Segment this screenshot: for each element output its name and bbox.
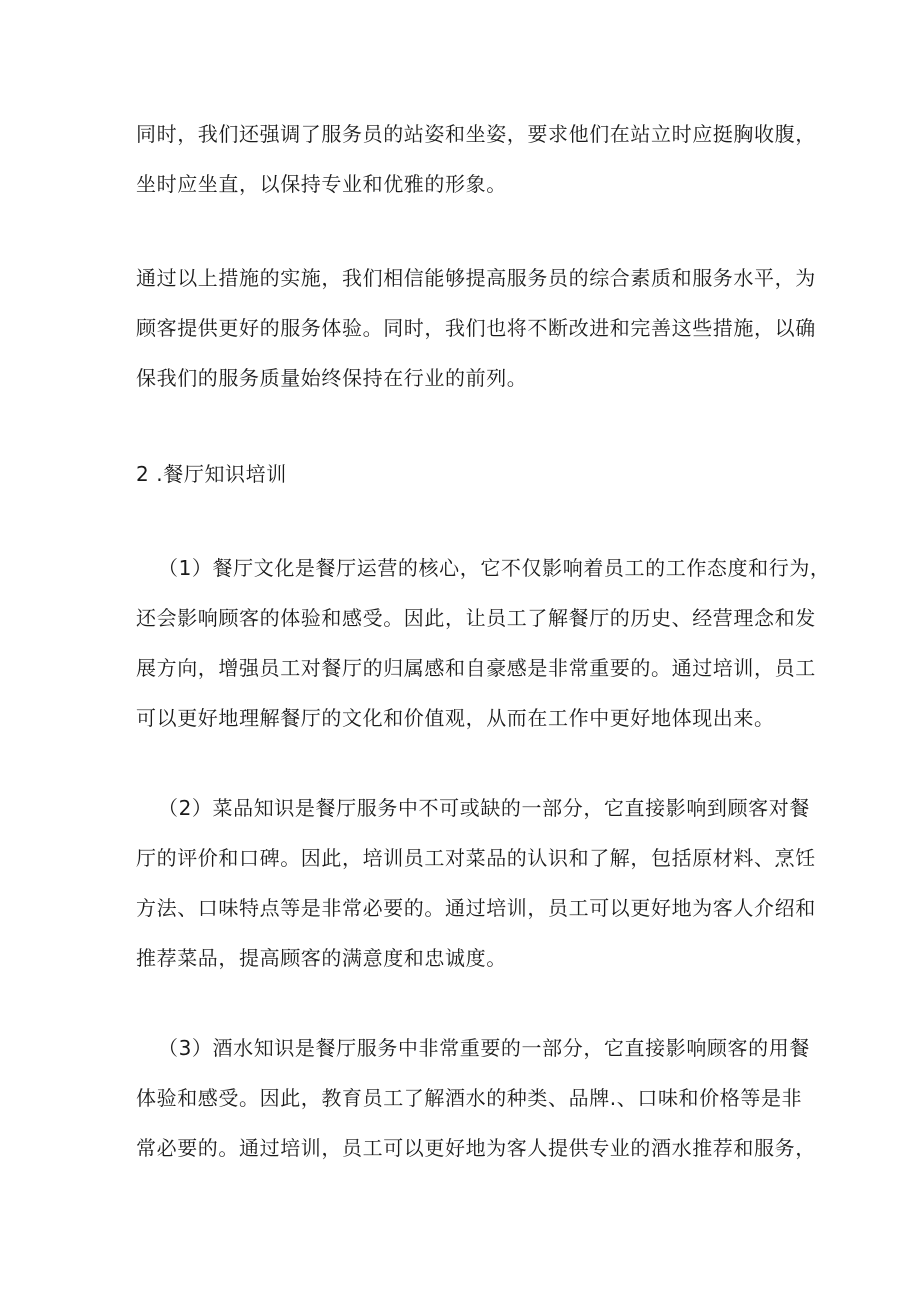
text-line: 推荐菜品，提高顾客的满意度和忠诚度。 bbox=[136, 946, 507, 970]
text-line: （2）菜品知识是餐厅服务中不可或缺的一部分，它直接影响到顾客对餐 bbox=[158, 796, 810, 820]
text-line: 体验和感受。因此，教育员工了解酒水的种类、品牌.、口味和价格等是非 bbox=[136, 1086, 803, 1110]
text-line: 保我们的服务质量始终保持在行业的前列。 bbox=[136, 366, 528, 390]
text-line: （3）酒水知识是餐厅服务中非常重要的一部分，它直接影响顾客的用餐 bbox=[158, 1036, 810, 1060]
text-line: 同时，我们还强调了服务员的站姿和坐姿，要求他们在站立时应挺胸收腹， bbox=[136, 122, 816, 146]
text-line: 顾客提供更好的服务体验。同时，我们也将不断改进和完善这些措施，以确 bbox=[136, 316, 816, 340]
text-line: 通过以上措施的实施，我们相信能够提高服务员的综合素质和服务水平，为 bbox=[136, 266, 816, 290]
text-line: （1）餐厅文化是餐厅运营的核心，它不仅影响着员工的工作态度和行为， bbox=[158, 556, 831, 580]
text-line: 坐时应坐直，以保持专业和优雅的形象。 bbox=[136, 172, 507, 196]
text-line: 展方向，增强员工对餐厅的归属感和自豪感是非常重要的。通过培训，员工 bbox=[136, 656, 816, 680]
text-line: 方法、口味特点等是非常必要的。通过培训，员工可以更好地为客人介绍和 bbox=[136, 896, 816, 920]
section-heading: 2 .餐厅知识培训 bbox=[136, 462, 287, 486]
text-line: 常必要的。通过培训，员工可以更好地为客人提供专业的酒水推荐和服务， bbox=[136, 1136, 816, 1160]
text-line: 可以更好地理解餐厅的文化和价值观，从而在工作中更好地体现出来。 bbox=[136, 706, 775, 730]
text-line: 还会影响顾客的体验和感受。因此，让员工了解餐厅的历史、经营理念和发 bbox=[136, 606, 816, 630]
text-line: 厅的评价和口碑。因此，培训员工对菜品的认识和了解，包括原材料、烹饪 bbox=[136, 846, 816, 870]
